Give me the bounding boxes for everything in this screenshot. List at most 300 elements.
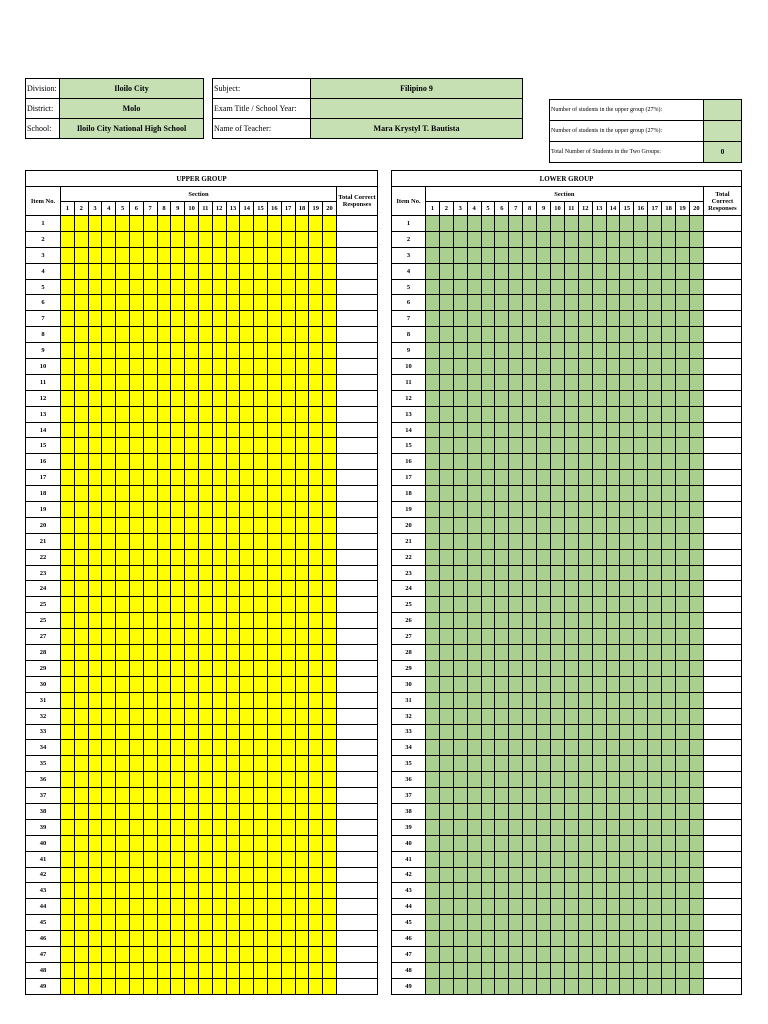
upper-response-cell[interactable] — [61, 597, 75, 613]
upper-response-cell[interactable] — [88, 438, 102, 454]
upper-response-cell[interactable] — [254, 517, 268, 533]
upper-response-cell[interactable] — [61, 406, 75, 422]
lower-response-cell[interactable] — [689, 374, 703, 390]
upper-response-cell[interactable] — [309, 374, 323, 390]
lower-response-cell[interactable] — [481, 772, 495, 788]
upper-response-cell[interactable] — [323, 374, 337, 390]
upper-response-cell[interactable] — [281, 645, 295, 661]
upper-response-cell[interactable] — [267, 660, 281, 676]
lower-response-cell[interactable] — [662, 390, 676, 406]
upper-response-cell[interactable] — [102, 422, 116, 438]
upper-response-cell[interactable] — [198, 406, 212, 422]
upper-response-cell[interactable] — [61, 883, 75, 899]
lower-response-cell[interactable] — [426, 819, 440, 835]
upper-response-cell[interactable] — [143, 549, 157, 565]
lower-response-cell[interactable] — [467, 613, 481, 629]
upper-response-cell[interactable] — [309, 517, 323, 533]
upper-response-cell[interactable] — [102, 946, 116, 962]
upper-response-cell[interactable] — [185, 247, 199, 263]
upper-response-cell[interactable] — [88, 835, 102, 851]
lower-response-cell[interactable] — [453, 899, 467, 915]
lower-response-cell[interactable] — [439, 502, 453, 518]
upper-response-cell[interactable] — [171, 327, 185, 343]
lower-response-cell[interactable] — [662, 708, 676, 724]
lower-response-cell[interactable] — [453, 851, 467, 867]
lower-response-cell[interactable] — [426, 692, 440, 708]
lower-response-cell[interactable] — [564, 803, 578, 819]
upper-response-cell[interactable] — [116, 517, 130, 533]
lower-response-cell[interactable] — [439, 549, 453, 565]
lower-response-cell[interactable] — [662, 374, 676, 390]
upper-response-cell[interactable] — [171, 454, 185, 470]
upper-response-cell[interactable] — [240, 247, 254, 263]
upper-response-cell[interactable] — [323, 247, 337, 263]
upper-response-cell[interactable] — [281, 295, 295, 311]
lower-response-cell[interactable] — [676, 359, 690, 375]
lower-response-cell[interactable] — [634, 819, 648, 835]
lower-response-cell[interactable] — [676, 438, 690, 454]
lower-response-cell[interactable] — [606, 263, 620, 279]
upper-response-cell[interactable] — [102, 216, 116, 232]
lower-response-cell[interactable] — [689, 915, 703, 931]
lower-response-cell[interactable] — [439, 915, 453, 931]
upper-response-cell[interactable] — [88, 883, 102, 899]
lower-response-cell[interactable] — [495, 502, 509, 518]
lower-response-cell[interactable] — [551, 406, 565, 422]
upper-response-cell[interactable] — [254, 486, 268, 502]
lower-response-cell[interactable] — [592, 454, 606, 470]
lower-response-cell[interactable] — [551, 835, 565, 851]
lower-response-cell[interactable] — [495, 962, 509, 978]
upper-response-cell[interactable] — [74, 247, 88, 263]
upper-response-cell[interactable] — [309, 931, 323, 947]
lower-response-cell[interactable] — [592, 613, 606, 629]
lower-response-cell[interactable] — [620, 692, 634, 708]
upper-response-cell[interactable] — [116, 915, 130, 931]
lower-response-cell[interactable] — [439, 565, 453, 581]
upper-response-cell[interactable] — [212, 708, 226, 724]
lower-total-cell[interactable] — [703, 311, 741, 327]
upper-response-cell[interactable] — [309, 724, 323, 740]
upper-response-cell[interactable] — [323, 676, 337, 692]
upper-response-cell[interactable] — [171, 581, 185, 597]
upper-response-cell[interactable] — [212, 660, 226, 676]
upper-response-cell[interactable] — [267, 819, 281, 835]
upper-response-cell[interactable] — [267, 756, 281, 772]
upper-response-cell[interactable] — [198, 565, 212, 581]
upper-response-cell[interactable] — [171, 231, 185, 247]
upper-response-cell[interactable] — [74, 708, 88, 724]
lower-response-cell[interactable] — [662, 676, 676, 692]
upper-response-cell[interactable] — [295, 533, 309, 549]
lower-response-cell[interactable] — [592, 533, 606, 549]
lower-response-cell[interactable] — [634, 676, 648, 692]
upper-response-cell[interactable] — [74, 438, 88, 454]
lower-response-cell[interactable] — [426, 279, 440, 295]
upper-response-cell[interactable] — [171, 406, 185, 422]
upper-response-cell[interactable] — [143, 327, 157, 343]
lower-response-cell[interactable] — [523, 851, 537, 867]
upper-response-cell[interactable] — [102, 835, 116, 851]
lower-response-cell[interactable] — [426, 327, 440, 343]
lower-response-cell[interactable] — [662, 724, 676, 740]
upper-response-cell[interactable] — [74, 565, 88, 581]
lower-total-cell[interactable] — [703, 629, 741, 645]
lower-response-cell[interactable] — [495, 740, 509, 756]
upper-response-cell[interactable] — [212, 613, 226, 629]
upper-response-cell[interactable] — [281, 438, 295, 454]
lower-response-cell[interactable] — [481, 788, 495, 804]
lower-response-cell[interactable] — [551, 549, 565, 565]
upper-response-cell[interactable] — [309, 343, 323, 359]
upper-response-cell[interactable] — [102, 359, 116, 375]
lower-response-cell[interactable] — [453, 374, 467, 390]
lower-response-cell[interactable] — [620, 629, 634, 645]
lower-response-cell[interactable] — [606, 756, 620, 772]
upper-response-cell[interactable] — [240, 438, 254, 454]
upper-response-cell[interactable] — [323, 263, 337, 279]
upper-response-cell[interactable] — [198, 660, 212, 676]
lower-response-cell[interactable] — [453, 263, 467, 279]
upper-response-cell[interactable] — [267, 279, 281, 295]
upper-response-cell[interactable] — [185, 406, 199, 422]
upper-response-cell[interactable] — [323, 549, 337, 565]
lower-response-cell[interactable] — [453, 470, 467, 486]
lower-response-cell[interactable] — [592, 946, 606, 962]
upper-response-cell[interactable] — [157, 740, 171, 756]
upper-response-cell[interactable] — [171, 978, 185, 994]
lower-response-cell[interactable] — [439, 724, 453, 740]
lower-response-cell[interactable] — [578, 486, 592, 502]
upper-response-cell[interactable] — [198, 311, 212, 327]
upper-response-cell[interactable] — [129, 327, 143, 343]
lower-response-cell[interactable] — [523, 359, 537, 375]
upper-total-cell[interactable] — [336, 740, 377, 756]
upper-response-cell[interactable] — [171, 359, 185, 375]
lower-response-cell[interactable] — [578, 772, 592, 788]
upper-response-cell[interactable] — [102, 438, 116, 454]
upper-response-cell[interactable] — [226, 915, 240, 931]
upper-response-cell[interactable] — [157, 470, 171, 486]
upper-response-cell[interactable] — [267, 502, 281, 518]
upper-response-cell[interactable] — [254, 422, 268, 438]
upper-response-cell[interactable] — [116, 549, 130, 565]
lower-response-cell[interactable] — [523, 915, 537, 931]
lower-response-cell[interactable] — [564, 406, 578, 422]
upper-response-cell[interactable] — [281, 851, 295, 867]
lower-response-cell[interactable] — [592, 486, 606, 502]
upper-total-cell[interactable] — [336, 978, 377, 994]
upper-response-cell[interactable] — [88, 851, 102, 867]
upper-response-cell[interactable] — [74, 502, 88, 518]
lower-response-cell[interactable] — [592, 740, 606, 756]
lower-response-cell[interactable] — [551, 851, 565, 867]
upper-response-cell[interactable] — [157, 756, 171, 772]
upper-response-cell[interactable] — [323, 486, 337, 502]
lower-response-cell[interactable] — [620, 231, 634, 247]
lower-total-cell[interactable] — [703, 517, 741, 533]
upper-response-cell[interactable] — [267, 899, 281, 915]
upper-response-cell[interactable] — [254, 565, 268, 581]
lower-response-cell[interactable] — [481, 931, 495, 947]
upper-response-cell[interactable] — [281, 676, 295, 692]
upper-response-cell[interactable] — [116, 645, 130, 661]
lower-response-cell[interactable] — [689, 819, 703, 835]
upper-response-cell[interactable] — [143, 788, 157, 804]
lower-response-cell[interactable] — [689, 676, 703, 692]
upper-response-cell[interactable] — [267, 803, 281, 819]
upper-response-cell[interactable] — [295, 295, 309, 311]
upper-response-cell[interactable] — [74, 454, 88, 470]
upper-response-cell[interactable] — [171, 279, 185, 295]
lower-response-cell[interactable] — [648, 374, 662, 390]
lower-response-cell[interactable] — [578, 406, 592, 422]
lower-response-cell[interactable] — [453, 740, 467, 756]
lower-response-cell[interactable] — [689, 295, 703, 311]
upper-response-cell[interactable] — [116, 295, 130, 311]
upper-response-cell[interactable] — [309, 883, 323, 899]
upper-response-cell[interactable] — [240, 549, 254, 565]
upper-response-cell[interactable] — [240, 978, 254, 994]
lower-response-cell[interactable] — [439, 978, 453, 994]
lower-response-cell[interactable] — [523, 486, 537, 502]
lower-response-cell[interactable] — [439, 676, 453, 692]
lower-response-cell[interactable] — [426, 660, 440, 676]
lower-total-cell[interactable] — [703, 788, 741, 804]
upper-response-cell[interactable] — [129, 581, 143, 597]
lower-response-cell[interactable] — [481, 406, 495, 422]
upper-response-cell[interactable] — [171, 788, 185, 804]
upper-response-cell[interactable] — [157, 915, 171, 931]
upper-response-cell[interactable] — [295, 978, 309, 994]
lower-total-cell[interactable] — [703, 819, 741, 835]
upper-response-cell[interactable] — [116, 835, 130, 851]
upper-response-cell[interactable] — [323, 311, 337, 327]
upper-response-cell[interactable] — [143, 676, 157, 692]
upper-total-cell[interactable] — [336, 724, 377, 740]
upper-response-cell[interactable] — [116, 756, 130, 772]
upper-response-cell[interactable] — [88, 422, 102, 438]
lower-response-cell[interactable] — [689, 899, 703, 915]
lower-response-cell[interactable] — [578, 835, 592, 851]
lower-response-cell[interactable] — [551, 692, 565, 708]
lower-response-cell[interactable] — [662, 454, 676, 470]
upper-total-cell[interactable] — [336, 454, 377, 470]
lower-response-cell[interactable] — [453, 295, 467, 311]
lower-response-cell[interactable] — [426, 788, 440, 804]
upper-response-cell[interactable] — [254, 772, 268, 788]
upper-response-cell[interactable] — [226, 978, 240, 994]
upper-response-cell[interactable] — [102, 486, 116, 502]
lower-response-cell[interactable] — [509, 247, 523, 263]
upper-response-cell[interactable] — [74, 613, 88, 629]
upper-response-cell[interactable] — [74, 660, 88, 676]
lower-response-cell[interactable] — [662, 645, 676, 661]
upper-response-cell[interactable] — [185, 486, 199, 502]
upper-response-cell[interactable] — [323, 645, 337, 661]
lower-response-cell[interactable] — [439, 819, 453, 835]
upper-response-cell[interactable] — [281, 629, 295, 645]
lower-response-cell[interactable] — [689, 216, 703, 232]
lower-response-cell[interactable] — [662, 343, 676, 359]
lower-response-cell[interactable] — [592, 692, 606, 708]
upper-response-cell[interactable] — [309, 470, 323, 486]
upper-response-cell[interactable] — [240, 486, 254, 502]
upper-response-cell[interactable] — [171, 946, 185, 962]
upper-response-cell[interactable] — [129, 263, 143, 279]
lower-response-cell[interactable] — [578, 359, 592, 375]
lower-response-cell[interactable] — [523, 835, 537, 851]
lower-response-cell[interactable] — [509, 676, 523, 692]
lower-response-cell[interactable] — [495, 216, 509, 232]
lower-response-cell[interactable] — [606, 946, 620, 962]
upper-response-cell[interactable] — [116, 533, 130, 549]
lower-response-cell[interactable] — [551, 613, 565, 629]
lower-response-cell[interactable] — [453, 708, 467, 724]
lower-response-cell[interactable] — [606, 533, 620, 549]
lower-response-cell[interactable] — [537, 486, 551, 502]
lower-response-cell[interactable] — [689, 756, 703, 772]
lower-response-cell[interactable] — [676, 978, 690, 994]
lower-response-cell[interactable] — [564, 295, 578, 311]
lower-response-cell[interactable] — [648, 359, 662, 375]
lower-response-cell[interactable] — [481, 803, 495, 819]
lower-response-cell[interactable] — [453, 343, 467, 359]
upper-response-cell[interactable] — [102, 327, 116, 343]
lower-response-cell[interactable] — [495, 374, 509, 390]
lower-response-cell[interactable] — [509, 724, 523, 740]
lower-response-cell[interactable] — [606, 422, 620, 438]
upper-response-cell[interactable] — [171, 311, 185, 327]
upper-response-cell[interactable] — [198, 502, 212, 518]
lower-total-cell[interactable] — [703, 597, 741, 613]
lower-response-cell[interactable] — [620, 311, 634, 327]
lower-response-cell[interactable] — [662, 772, 676, 788]
lower-response-cell[interactable] — [481, 740, 495, 756]
lower-response-cell[interactable] — [426, 915, 440, 931]
upper-response-cell[interactable] — [323, 597, 337, 613]
lower-response-cell[interactable] — [523, 962, 537, 978]
lower-response-cell[interactable] — [648, 867, 662, 883]
upper-response-cell[interactable] — [323, 692, 337, 708]
upper-total-cell[interactable] — [336, 406, 377, 422]
lower-response-cell[interactable] — [620, 613, 634, 629]
lower-response-cell[interactable] — [453, 772, 467, 788]
lower-response-cell[interactable] — [509, 597, 523, 613]
lower-response-cell[interactable] — [481, 502, 495, 518]
lower-response-cell[interactable] — [662, 867, 676, 883]
upper-response-cell[interactable] — [102, 899, 116, 915]
lower-response-cell[interactable] — [537, 676, 551, 692]
upper-response-cell[interactable] — [281, 740, 295, 756]
upper-response-cell[interactable] — [226, 788, 240, 804]
upper-response-cell[interactable] — [88, 819, 102, 835]
upper-response-cell[interactable] — [102, 883, 116, 899]
lower-response-cell[interactable] — [551, 819, 565, 835]
lower-response-cell[interactable] — [481, 756, 495, 772]
lower-response-cell[interactable] — [467, 803, 481, 819]
upper-response-cell[interactable] — [171, 645, 185, 661]
upper-response-cell[interactable] — [309, 311, 323, 327]
upper-response-cell[interactable] — [240, 343, 254, 359]
lower-response-cell[interactable] — [689, 803, 703, 819]
lower-response-cell[interactable] — [648, 279, 662, 295]
upper-response-cell[interactable] — [171, 962, 185, 978]
lower-response-cell[interactable] — [620, 867, 634, 883]
upper-response-cell[interactable] — [295, 454, 309, 470]
upper-total-cell[interactable] — [336, 788, 377, 804]
lower-response-cell[interactable] — [606, 581, 620, 597]
upper-response-cell[interactable] — [129, 295, 143, 311]
lower-response-cell[interactable] — [662, 692, 676, 708]
lower-response-cell[interactable] — [564, 565, 578, 581]
lower-response-cell[interactable] — [662, 311, 676, 327]
upper-response-cell[interactable] — [309, 756, 323, 772]
upper-response-cell[interactable] — [267, 740, 281, 756]
lower-response-cell[interactable] — [676, 565, 690, 581]
lower-response-cell[interactable] — [592, 263, 606, 279]
lower-response-cell[interactable] — [689, 660, 703, 676]
upper-response-cell[interactable] — [143, 803, 157, 819]
lower-response-cell[interactable] — [551, 374, 565, 390]
upper-response-cell[interactable] — [295, 899, 309, 915]
upper-response-cell[interactable] — [143, 565, 157, 581]
upper-response-cell[interactable] — [226, 438, 240, 454]
lower-response-cell[interactable] — [467, 772, 481, 788]
lower-response-cell[interactable] — [620, 581, 634, 597]
upper-total-cell[interactable] — [336, 772, 377, 788]
upper-response-cell[interactable] — [240, 533, 254, 549]
upper-response-cell[interactable] — [88, 549, 102, 565]
lower-total-cell[interactable] — [703, 565, 741, 581]
lower-response-cell[interactable] — [426, 374, 440, 390]
lower-response-cell[interactable] — [620, 486, 634, 502]
upper-response-cell[interactable] — [61, 565, 75, 581]
upper-response-cell[interactable] — [295, 613, 309, 629]
upper-response-cell[interactable] — [129, 676, 143, 692]
lower-response-cell[interactable] — [481, 565, 495, 581]
lower-response-cell[interactable] — [620, 946, 634, 962]
upper-response-cell[interactable] — [254, 851, 268, 867]
upper-total-cell[interactable] — [336, 533, 377, 549]
lower-response-cell[interactable] — [426, 931, 440, 947]
upper-response-cell[interactable] — [309, 851, 323, 867]
upper-response-cell[interactable] — [61, 549, 75, 565]
upper-response-cell[interactable] — [171, 247, 185, 263]
upper-response-cell[interactable] — [309, 279, 323, 295]
upper-response-cell[interactable] — [102, 819, 116, 835]
upper-response-cell[interactable] — [323, 216, 337, 232]
lower-response-cell[interactable] — [481, 724, 495, 740]
lower-response-cell[interactable] — [453, 613, 467, 629]
lower-total-cell[interactable] — [703, 359, 741, 375]
lower-response-cell[interactable] — [662, 851, 676, 867]
upper-response-cell[interactable] — [143, 835, 157, 851]
lower-response-cell[interactable] — [426, 406, 440, 422]
upper-response-cell[interactable] — [61, 788, 75, 804]
lower-total-cell[interactable] — [703, 772, 741, 788]
lower-total-cell[interactable] — [703, 835, 741, 851]
upper-response-cell[interactable] — [61, 946, 75, 962]
lower-response-cell[interactable] — [481, 390, 495, 406]
upper-response-cell[interactable] — [61, 851, 75, 867]
lower-response-cell[interactable] — [634, 803, 648, 819]
lower-response-cell[interactable] — [551, 660, 565, 676]
upper-response-cell[interactable] — [295, 756, 309, 772]
upper-response-cell[interactable] — [309, 645, 323, 661]
upper-response-cell[interactable] — [254, 931, 268, 947]
upper-response-cell[interactable] — [226, 851, 240, 867]
